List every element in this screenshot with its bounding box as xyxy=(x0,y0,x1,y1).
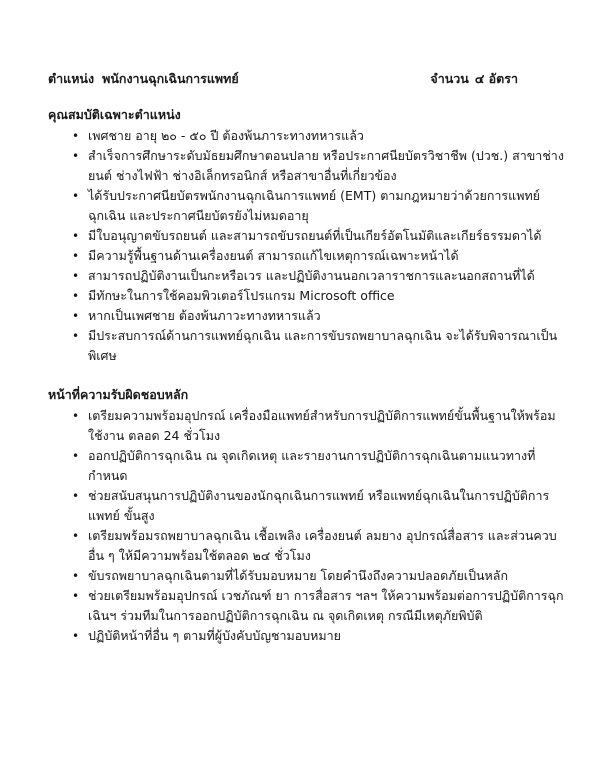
responsibilities-list xyxy=(48,406,568,646)
list-item xyxy=(72,306,568,326)
list-item xyxy=(72,566,568,586)
bullet-icon: • xyxy=(72,329,80,343)
list-item xyxy=(72,146,568,186)
list-item-text: เตรียมความพร้อมอุปกรณ์ เครื่องมือแพทย์สำหรับการปฏิบัติการแพทย์ขั้นพื้นฐานให้พร้อมใช้งาน ตลอด 24 ชั่วโมง xyxy=(88,408,556,443)
list-item-text: มีความรู้พื้นฐานด้านเครื่องยนต์ สามารถแก้ไขเหตุการณ์เฉพาะหน้าได้ xyxy=(88,248,459,263)
list-item xyxy=(72,126,568,146)
list-item xyxy=(72,626,568,646)
count-info xyxy=(430,70,518,88)
list-item-text: เพศชาย อายุ ๒๐ - ๕๐ ปี ต้องพ้นภาระทางทหารแล้ว xyxy=(88,128,364,143)
bullet-icon: • xyxy=(72,409,80,423)
responsibilities-title: หน้าที่ความรับผิดชอบหลัก xyxy=(48,387,189,402)
bullet-icon: • xyxy=(72,569,80,583)
bullet-icon: • xyxy=(72,129,80,143)
position-header xyxy=(48,70,568,88)
bullet-icon: • xyxy=(72,229,80,243)
list-item-text: หากเป็นเพศชาย ต้องพ้นภาวะทางทหารแล้ว xyxy=(88,308,321,323)
list-item-text: ปฏิบัติหน้าที่อื่น ๆ ตามที่ผู้บังคับบัญชามอบหมาย xyxy=(88,628,342,643)
list-item xyxy=(72,186,568,226)
list-item-text: มีประสบการณ์ด้านการแพทย์ฉุกเฉิน และการขับรถพยาบาลฉุกเฉิน จะได้รับพิจารณาเป็นพิเศษ xyxy=(88,328,558,363)
list-item xyxy=(72,246,568,266)
list-item xyxy=(72,526,568,566)
bullet-icon: • xyxy=(72,629,80,643)
qualifications-list xyxy=(48,126,568,366)
position-label: ตำแหน่ง xyxy=(48,71,95,86)
list-item-text: สำเร็จการศึกษาระดับมัธยมศึกษาตอนปลาย หรือประกาศนียบัตรวิชาชีพ (ปวช.) สาขาช่างยนต์ ช่างไฟฟ้า ช่างอิเล็กทรอนิกส์ หรือสาขาอื่นที่เกี่ยวข้อง xyxy=(88,148,564,183)
list-item-text: ขับรถพยาบาลฉุกเฉินตามที่ได้รับมอบหมาย โดยคำนึงถึงความปลอดภัยเป็นหลัก xyxy=(88,568,509,583)
list-item xyxy=(72,266,568,286)
qualifications-title: คุณสมบัติเฉพาะตำแหน่ง xyxy=(48,107,181,122)
bullet-icon: • xyxy=(72,269,80,283)
list-item-text: มีใบอนุญาตขับรถยนต์ และสามารถขับรถยนต์ที่เป็นเกียร์อัตโนมัติและเกียร์ธรรมดาได้ xyxy=(88,228,542,243)
bullet-icon: • xyxy=(72,249,80,263)
count-value: ๔ อัตรา xyxy=(474,71,518,86)
list-item-text: ช่วยสนับสนุนการปฏิบัติงานของนักฉุกเฉินการแพทย์ หรือแพทย์ฉุกเฉินในการปฏิบัติการแพทย์ ขั้นสูง xyxy=(88,488,550,523)
bullet-icon: • xyxy=(72,309,80,323)
list-item-text: ได้รับประกาศนียบัตรพนักงานฉุกเฉินการแพทย์ (EMT) ตามกฎหมายว่าด้วยการแพทย์ฉุกเฉิน และประกาศนียบัตรยังไม่หมดอายุ xyxy=(88,188,541,223)
list-item xyxy=(72,486,568,526)
list-item xyxy=(72,286,568,306)
list-item xyxy=(72,326,568,366)
position-value: พนักงานฉุกเฉินการแพทย์ xyxy=(102,71,239,86)
list-item-text: ช่วยเตรียมพร้อมอุปกรณ์ เวชภัณฑ์ ยา การสื่อสาร ฯลฯ ให้ความพร้อมต่อการปฏิบัติการฉุกเฉินฯ ร่วมทีมในการออกปฏิบัติการฉุกเฉิน ณ จุดเกิดเหตุ กรณีมีเหตุภัยพิบัติ xyxy=(88,588,564,623)
list-item xyxy=(72,226,568,246)
position-info xyxy=(48,70,239,88)
bullet-icon: • xyxy=(72,489,80,503)
count-label: จำนวน xyxy=(430,71,469,86)
list-item-text: เตรียมพร้อมรถพยาบาลฉุกเฉิน เชื้อเพลิง เครื่องยนต์ ลมยาง อุปกรณ์สื่อสาร และส่วนควบอื่น ๆ ให้มีความพร้อมใช้ตลอด ๒๔ ชั่วโมง xyxy=(88,528,557,563)
list-item-text: มีทักษะในการใช้คอมพิวเตอร์โปรแกรม Microsoft office xyxy=(88,288,395,303)
list-item xyxy=(72,586,568,626)
document-page xyxy=(48,70,568,646)
bullet-icon: • xyxy=(72,189,80,203)
qualifications-section xyxy=(48,106,568,366)
list-item-text: สามารถปฏิบัติงานเป็นกะหรือเวร และปฏิบัติงานนอกเวลาราชการและนอกสถานที่ได้ xyxy=(88,268,535,283)
list-item xyxy=(72,446,568,486)
bullet-icon: • xyxy=(72,289,80,303)
list-item xyxy=(72,406,568,446)
list-item-text: ออกปฏิบัติการฉุกเฉิน ณ จุดเกิดเหตุ และรายงานการปฏิบัติการฉุกเฉินตามแนวทางที่กำหนด xyxy=(88,448,536,483)
bullet-icon: • xyxy=(72,449,80,463)
bullet-icon: • xyxy=(72,589,80,603)
responsibilities-section xyxy=(48,386,568,646)
bullet-icon: • xyxy=(72,529,80,543)
bullet-icon: • xyxy=(72,149,80,163)
